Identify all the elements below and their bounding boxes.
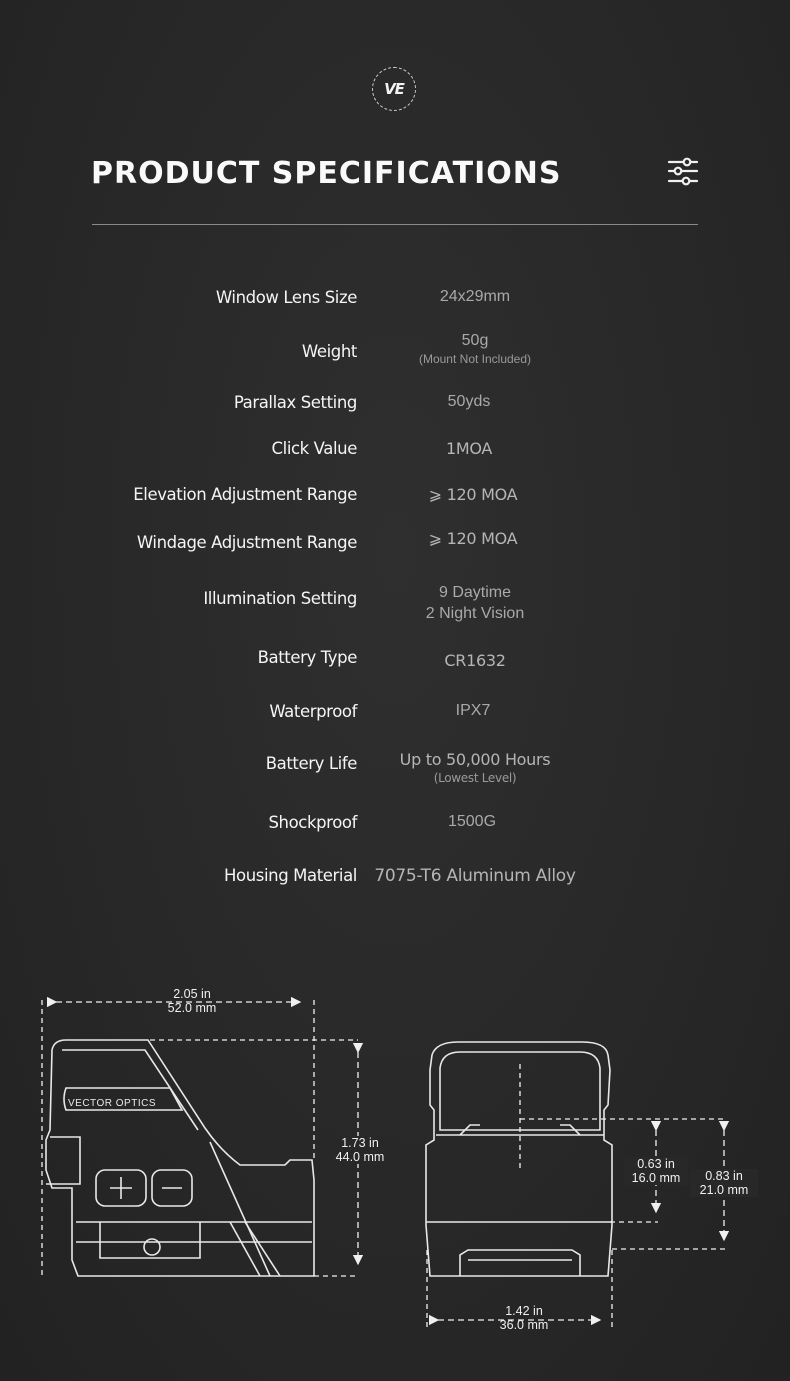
side-view-outline (46, 1040, 314, 1276)
spec-label: Elevation Adjustment Range (133, 485, 357, 504)
spec-value (426, 582, 524, 624)
filter-sliders-icon (666, 156, 700, 190)
spec-value-note: (Mount Not Included) (418, 352, 532, 366)
spec-value: ⩾ 120 MOA (428, 485, 518, 504)
spec-value: 1500G (447, 813, 497, 830)
spec-label: Window Lens Size (215, 288, 357, 307)
dim-inches: 0.63 in (637, 1157, 675, 1171)
spec-label: Click Value (271, 439, 357, 458)
spec-label: Weight (301, 342, 357, 361)
dim-mm: 21.0 mm (699, 1183, 749, 1197)
dim-inches: 1.73 in (341, 1136, 379, 1150)
dim-mm: 16.0 mm (631, 1171, 681, 1185)
spec-value (419, 332, 531, 366)
spec-value: 50yds (447, 393, 491, 410)
spec-value: 24x29mm (439, 288, 511, 305)
title-divider (92, 224, 698, 225)
spec-value-main: Up to 50,000 Hours (399, 750, 551, 769)
spec-value-line2: 2 Night Vision (425, 605, 525, 622)
dim-mm: 44.0 mm (335, 1150, 385, 1164)
page-title: PRODUCT SPECIFICATIONS (91, 156, 562, 191)
dim-inches: 1.42 in (505, 1304, 543, 1318)
spec-value-main: 50g (461, 332, 489, 349)
spec-value (400, 750, 551, 785)
dim-inches: 0.83 in (705, 1169, 743, 1183)
spec-value-line1: 9 Daytime (438, 584, 512, 601)
front-height-label (690, 1169, 758, 1197)
side-width-label (152, 987, 232, 1015)
body-brand-text: VECTOR OPTICS (68, 1098, 156, 1109)
spec-value-note: (Lowest Level) (433, 771, 517, 785)
dim-mm: 52.0 mm (167, 1001, 217, 1015)
spec-label: Waterproof (269, 702, 357, 721)
spec-label: Parallax Setting (233, 393, 357, 412)
side-height-label (322, 1136, 398, 1164)
spec-value: 1MOA (445, 439, 493, 458)
spec-label: Battery Type (257, 648, 357, 667)
dim-mm: 36.0 mm (499, 1318, 549, 1332)
spec-value: 7075-T6 Aluminum Alloy (374, 866, 576, 886)
dim-inches: 2.05 in (173, 987, 211, 1001)
front-window-label (624, 1157, 688, 1185)
spec-label: Illumination Setting (203, 589, 357, 608)
front-view-outline (426, 1042, 612, 1276)
spec-label: Battery Life (265, 754, 357, 773)
spec-label: Shockproof (268, 813, 357, 832)
spec-value: IPX7 (455, 702, 491, 719)
spec-label: Windage Adjustment Range (136, 533, 357, 552)
brand-logo: VE (372, 67, 416, 111)
spec-value: CR1632 (444, 651, 506, 670)
front-dimension-lines (427, 1064, 726, 1328)
spec-label: Housing Material (224, 866, 357, 885)
spec-value: ⩾ 120 MOA (428, 529, 518, 548)
front-width-label (484, 1304, 564, 1332)
